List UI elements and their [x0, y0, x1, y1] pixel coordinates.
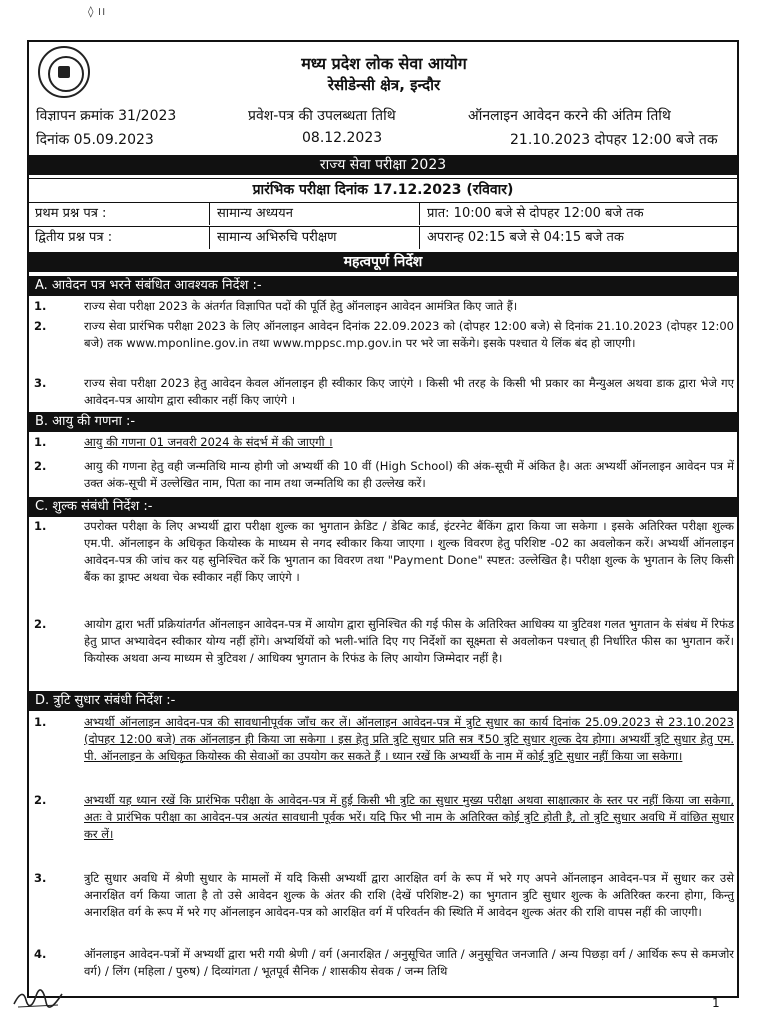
admit-card-date: 08.12.2023 [302, 130, 383, 146]
page-number: 1 [712, 996, 720, 1010]
last-date-value: 21.10.2023 दोपहर 12:00 बजे तक [510, 132, 718, 148]
divider [209, 227, 210, 249]
exam-name-bar: राज्य सेवा परीक्षा 2023 [29, 155, 737, 175]
last-date-label: ऑनलाइन आवेदन करने की अंतिम तिथि [468, 108, 671, 124]
important-instructions-bar: महत्वपूर्ण निर्देश [29, 252, 737, 272]
paper-subject: सामान्य अध्ययन [217, 206, 293, 221]
section-a-title: A. आवेदन पत्र भरने संबंधित आवश्यक निर्देश :- [29, 276, 737, 296]
admit-card-label: प्रवेश-पत्र की उपलब्धता तिथि [248, 108, 396, 124]
paper-name: प्रथम प्रश्न पत्र : [35, 206, 107, 221]
divider [419, 203, 420, 225]
org-name: मध्य प्रदेश लोक सेवा आयोग [301, 54, 467, 73]
signature-icon [12, 988, 66, 1010]
divider [419, 227, 420, 249]
divider [209, 203, 210, 225]
paper-row-2 [29, 226, 737, 248]
section-c-title: C. शुल्क संबंधी निर्देश :- [29, 497, 737, 517]
prelim-date-row [29, 178, 737, 200]
section-d-title: D. त्रुटि सुधार संबंधी निर्देश :- [29, 691, 737, 711]
top-mark: ◊ ।। [88, 5, 106, 18]
paper-name: द्वितीय प्रश्न पत्र : [35, 230, 113, 245]
document-page: ◊ ।। मध्य प्रदेश लोक सेवा आयोग रेसीडेन्सी क्षेत्र, इन्दौर विज्ञापन क्रमांक 31/2023 दिनांक 05.09.2023 प्रवेश-पत्र की उपलब्धता तिथि 08.12.2023 ऑनलाइन आवेदन करने की अंतिम तिथि 21.10.2023 दोपहर 12:00 बजे तक राज्य सेवा परीक्षा 2023 प्रारंभिक परीक्षा दिनांक 17.12.2023 (रविवार) प्रथम प्रश्न पत्र : सामान्य अध्ययन प्रात: 10:00 बजे से दोपहर 12:00 बजे तक द्वितीय प्रश्न पत्र : सामान्य अभिरुचि परीक्षण अपरान्ह 02:15 बजे से 04:15 बजे तक महत्वपूर्ण निर्देश A. आवेदन पत्र भरने संबंधित आवश्यक निर्देश :- 1. राज्य सेवा परीक्षा 2023 के अंतर्गत विज्ञापित पदों की पूर्ति हेतु ऑनलाइन आवेदन आमंत्रित किए जाते हैं। 2. राज्य सेवा प्रारंभिक परीक्षा 2023 के लिए ऑनलाइन आवेदन दिनांक 22.09.2023 को (दोपहर 12:00 बजे) से दिनांक 21.10.2023 (दोपहर 12:00 बजे) तक www.mponline.gov.in तथा www.mppsc.mp.gov.in पर भरे जा सकेंगे। इसके पश्चात ये लिंक बंद हो जाएगी। 3. राज्य सेवा परीक्षा 2023 हेतु आवेदन केवल ऑनलाइन ही स्वीकार किए जाएंगे । किसी भी तरह के किसी भी प्रकार का मैन्युअल अथवा डाक द्वारा भेजे गए आवेदन-पत्र आयोग द्वारा स्वीकार नहीं किए जाएंगे । B. आयु की गणना :- 1. आयु की गणना 01 जनवरी 2024 के संदर्भ में की जाएगी । 2. आयु की गणना हेतु वही जन्मतिथि मान्य होगी जो अभ्यर्थी की 10 वीं (High School) की अंक-सूची में अंकित है। अतः अभ्यर्थी ऑनलाइन आवेदन पत्र में उक्त अंक-सूची में उल्लेखित नाम, पिता का नाम तथा जन्मतिथि का ही उल्लेख करें। C. शुल्क संबंधी निर्देश :- 1. उपरोक्त परीक्षा के लिए अभ्यर्थी द्वारा परीक्षा शुल्क का भुगतान क्रेडिट / डेबिट कार्ड, इंटरनेट बैंकिंग द्वारा किया जा सकेगा । इसके अतिरिक्त परीक्षा शुल्क एम.पी. ऑनलाइन के अधिकृत कियोस्क के माध्यम से नगद स्वीकार किया जाएगा । शुल्क विवरण हेतु परिशिष्ट -02 का अवलोकन करें। अभ्यर्थी ऑनलाइन आवेदन-पत्र की जांच कर यह सुनिश्चित करें कि भुगतान का विवरण तथा "Payment Done" स्पष्टत: उल्लेखित है। परीक्षा शुल्क के भुगतान के लिए किसी बैंक का ड्राफ्ट अथवा चेक स्वीकार नहीं किए जाएंगे । 2. आयोग द्वारा भर्ती प्रक्रियांतर्गत ऑनलाइन आवेदन-पत्र में आयोग द्वारा सुनिश्चित की गई फीस के अतिरिक्त आधिक्य या त्रुटिवश गलत भुगतान के संबंध में रिफंड हेतु प्राप्त अभ्यावेदन स्वीकार योग्य नहीं होंगे। अभ्यर्थियों को भली-भांति दिए गए निर्देशों का सूक्ष्मता से अवलोकन पश्चात् ही निर्धारित फीस का भुगतान करें। कियोस्क अथवा अन्य माध्यम से त्रुटिवश / आधिक्य भुगतान के रिफंड के लिए आयोग जिम्मेदार नहीं है। D. त्रुटि सुधार संबंधी निर्देश :- 1. अभ्यर्थी ऑनलाइन आवेदन-पत्र की सावधानीपूर्वक जाँच कर लें। ऑनलाइन आवेदन-पत्र में त्रुटि सुधार का कार्य दिनांक 25.09.2023 से 23.10.2023 (दोपहर 12:00 बजे) तक ऑनलाइन ही किया जा सकेगा । इस हेतु प्रति त्रुटि सुधार प्रति सत्र ₹50 त्रुटि सुधार शुल्क देय होगा। अभ्यर्थी त्रुटि सुधार हेतु एम. पी. ऑनलाइन के अधिकृत कियोस्क की सेवाओं का उपयोग कर सकते हैं । ध्यान रखें कि अभ्यर्थी के नाम में कोई त्रुटि सुधार नहीं किया जा सकेगा। 2. अभ्यर्थी यह ध्यान रखें कि प्रारंभिक परीक्षा के आवेदन-पत्र में हुई किसी भी त्रुटि का सुधार मुख्य परीक्षा अथवा साक्षात्कार के स्तर पर नहीं किया जा सकेगा, अतः वे प्रारंभिक परीक्षा का आवेदन-पत्र अत्यंत सावधानी पूर्वक भरें। यदि फिर भी नाम के अतिरिक्त कोई त्रुटि होती है, तो त्रुटि सुधार अवधि में वांछित सुधार कर लें। 3. त्रुटि सुधार अवधि में श्रेणी सुधार के मामलों में यदि किसी अभ्यर्थी द्वारा आरक्षित वर्ग के रूप में भरे गए अपने ऑनलाइन आवेदन-पत्र में सुधार कर उसे अनारक्षित वर्ग किया जाता है तो उसे आवेदन शुल्क के अंतर की राशि (देखें परिशिष्ट-2) का भुगतान त्रुटि सुधार शुल्क के अतिरिक्त करना होगा, किन्तु अनारक्षित वर्ग के रूप में भरे गए ऑनलाइन आवेदन-पत्र को आरक्षित वर्ग में परिवर्तन की स्थिति में आवेदन शुल्क अंतर की राशि वापस नहीं की जाएगी। 4. ऑनलाइन आवेदन-पत्रों में अभ्यर्थी द्वारा भरी गयी श्रेणी / वर्ग (अनारक्षित / अनुसूचित जाति / अनुसूचित जनजाति / अन्य पिछड़ा वर्ग / आर्थिक रूप से कमजोर वर्ग) / लिंग (महिला / पुरुष) / दिव्यांगता / भूतपूर्व सैनिक / शासकीय सेवक / जन्म तिथि 1 [0, 0, 768, 1024]
paper-time: प्रात: 10:00 बजे से दोपहर 12:00 बजे तक [427, 206, 644, 221]
paper-time: अपरान्ह 02:15 बजे से 04:15 बजे तक [427, 230, 624, 245]
paper-subject: सामान्य अभिरुचि परीक्षण [217, 230, 337, 245]
org-address: रेसीडेन्सी क्षेत्र, इन्दौर [327, 76, 441, 94]
section-b-title: B. आयु की गणना :- [29, 412, 737, 432]
advt-date: दिनांक 05.09.2023 [36, 132, 154, 148]
paper-row-1 [29, 202, 737, 224]
prelim-date: प्रारंभिक परीक्षा दिनांक 17.12.2023 (रविवार) [252, 182, 514, 198]
advt-number: विज्ञापन क्रमांक 31/2023 [36, 108, 177, 124]
